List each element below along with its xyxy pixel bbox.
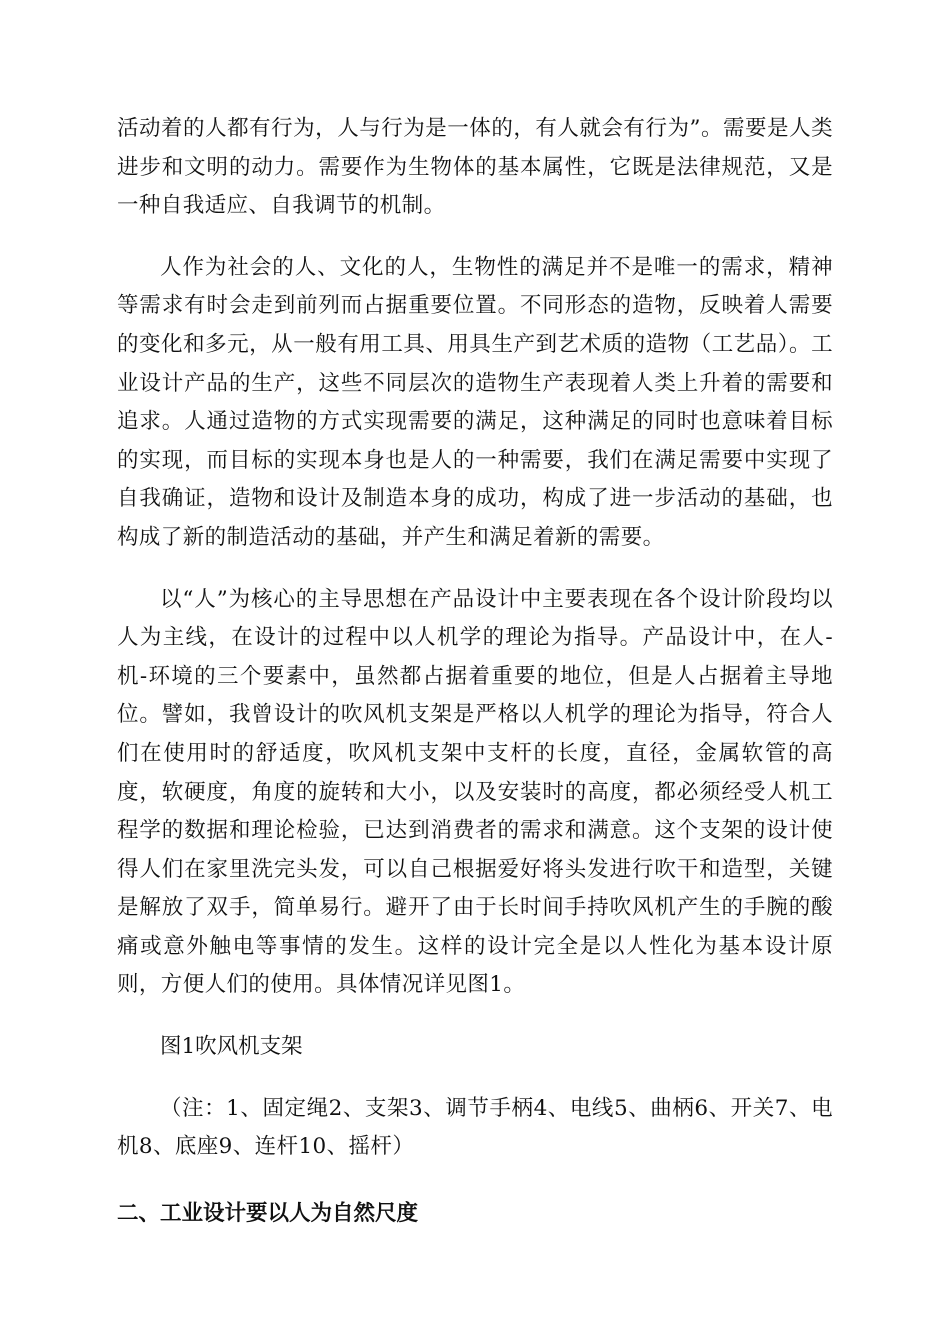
paragraph-3: 以“人”为核心的主导思想在产品设计中主要表现在各个设计阶段均以人为主线，在设计的过程中以人机学的理论为指导。产品设计中，在人-机-环境的三个要素中，虽然都占据着重要的地位，但是人占据着主导地位。譬如，我曾设计的吹风机支架是严格以人机学的理论为指导，符合人们在使用时的舒适度，吹风机支架中支杆的长度，直径，金属软管的高度，软硬度，角度的旋转和大小，以及安装时的高度，都必须经受人机工程学的数据和理论检验，已达到消费者的需求和满意。这个支架的设计使得人们在家里洗完头发，可以自己根据爱好将头发进行吹干和造型，关键是解放了双手，简单易行。避开了由于长时间手持吹风机产生的手腕的酸痛或意外触电等事情的发生。这样的设计完全是以人性化为基本设计原则，方便人们的使用。具体情况详见图1。 [117,586,833,998]
figure-note: （注：1、固定绳2、支架3、调节手柄4、电线5、曲柄6、开关7、电机8、底座9、连杆10、摇杆） [117,1095,833,1160]
figure-caption: 图1吹风机支架 [160,1034,303,1060]
paragraph-2: 人作为社会的人、文化的人，生物性的满足并不是唯一的需求，精神等需求有时会走到前列而占据重要位置。不同形态的造物，反映着人需要的变化和多元，从一般有用工具、用具生产到艺术质的造物（工艺品）。工业设计产品的生产，这些不同层次的造物生产表现着人类上升着的需要和追求。人通过造物的方式实现需要的满足，这种满足的同时也意味着目标的实现，而目标的实现本身也是人的一种需要，我们在满足需要中实现了自我确证，造物和设计及制造本身的成功，构成了进一步活动的基础，也构成了新的制造活动的基础，并产生和满足着新的需要。 [117,254,833,550]
section-heading: 二、工业设计要以人为自然尺度 [117,1200,419,1226]
paragraph-1: 活动着的人都有行为，人与行为是一体的，有人就会有行为”。需要是人类进步和文明的动力。需要作为生物体的基本属性，它既是法律规范，又是一种自我适应、自我调节的机制。 [117,116,833,219]
document-page [117,110,833,1233]
